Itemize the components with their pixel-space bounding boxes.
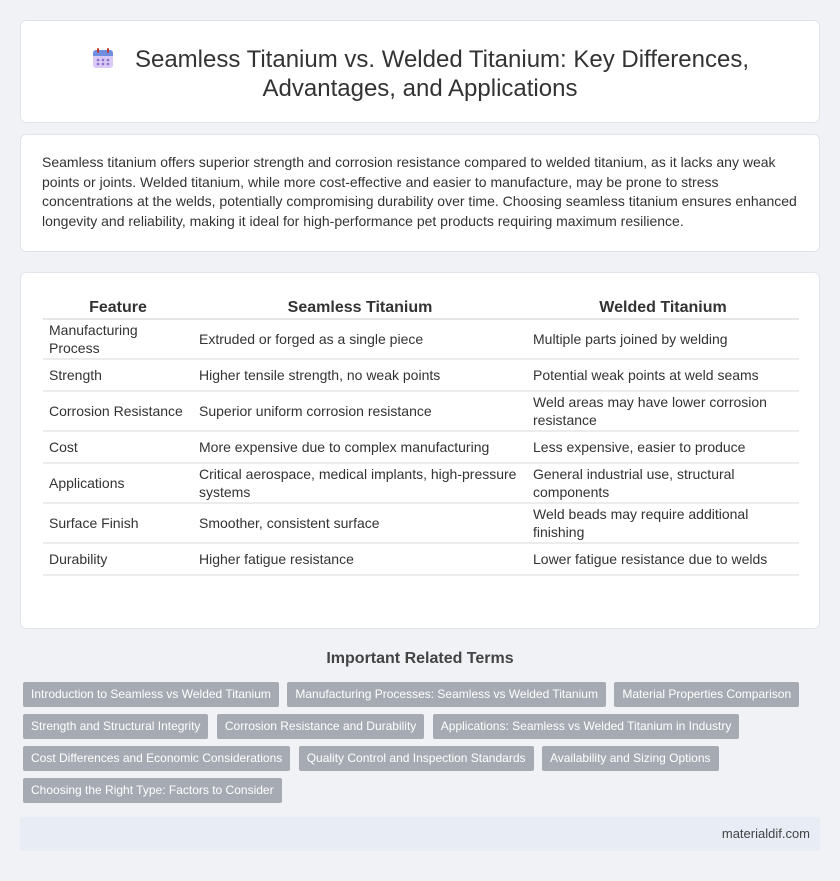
title-line-1: Seamless Titanium vs. Welded Titanium: Key Differences,: [134, 46, 750, 73]
table-cell-feature: Applications: [43, 463, 193, 503]
table-cell-seamless: Superior uniform corrosion resistance: [193, 391, 527, 431]
table-cell-seamless: Higher tensile strength, no weak points: [193, 359, 527, 391]
comparison-table: [43, 295, 799, 576]
table-cell-seamless: Critical aerospace, medical implants, high-pressure systems: [193, 463, 527, 503]
related-term-tag[interactable]: Manufacturing Processes: Seamless vs Welded Titanium: [287, 682, 606, 707]
header-welded: Welded Titanium: [527, 295, 799, 319]
table-cell-welded: Less expensive, easier to produce: [527, 431, 799, 463]
related-term-tag[interactable]: Applications: Seamless vs Welded Titanium in Industry: [433, 714, 740, 739]
table-row: [43, 319, 799, 359]
table-row: [43, 359, 799, 391]
calendar-icon: [91, 46, 115, 70]
table-row: [43, 543, 799, 575]
title-wrap: [21, 45, 819, 103]
title-line-2: Advantages, and Applications: [262, 75, 578, 102]
table-row: [43, 463, 799, 503]
table-cell-seamless: Higher fatigue resistance: [193, 543, 527, 575]
related-term-tag[interactable]: Availability and Sizing Options: [542, 746, 719, 771]
intro-card: [20, 134, 820, 252]
table-cell-welded: General industrial use, structural components: [527, 463, 799, 503]
comparison-table-card: [20, 272, 820, 629]
table-cell-welded: Weld areas may have lower corrosion resistance: [527, 391, 799, 431]
intro-paragraph: Seamless titanium offers superior strength and corrosion resistance compared to welded titanium, as it lacks any weak points or joints. Welded titanium, while more cost-effective and easier to manufacture, may be prone to stress concentrations at the welds, potentially compromising durability over time. Choosing seamless titanium ensures enhanced longevity and reliability, making it ideal for high-performance pet products requiring maximum resilience.: [42, 154, 797, 229]
related-term-tag[interactable]: Corrosion Resistance and Durability: [217, 714, 424, 739]
table-cell-feature: Strength: [43, 359, 193, 391]
related-term-tag[interactable]: Cost Differences and Economic Considerations: [23, 746, 290, 771]
page-title: [21, 45, 819, 103]
table-cell-seamless: More expensive due to complex manufacturing: [193, 431, 527, 463]
footer-site-link[interactable]: materialdif.com: [721, 826, 810, 841]
table-cell-welded: Weld beads may require additional finishing: [527, 503, 799, 543]
table-cell-feature: Surface Finish: [43, 503, 193, 543]
related-terms-heading: Important Related Terms: [326, 650, 514, 667]
header-feature: Feature: [43, 295, 193, 319]
header-seamless: Seamless Titanium: [193, 295, 527, 319]
related-term-tag[interactable]: Choosing the Right Type: Factors to Consider: [23, 778, 282, 803]
related-term-tag[interactable]: Material Properties Comparison: [614, 682, 799, 707]
related-terms-list: [23, 682, 823, 810]
footer: [20, 817, 820, 851]
table-cell-feature: Manufacturing Process: [43, 319, 193, 359]
table-cell-seamless: Extruded or forged as a single piece: [193, 319, 527, 359]
title-card: [20, 20, 820, 123]
table-cell-welded: Lower fatigue resistance due to welds: [527, 543, 799, 575]
table-row: [43, 391, 799, 431]
table-cell-feature: Cost: [43, 431, 193, 463]
related-term-tag[interactable]: Quality Control and Inspection Standards: [299, 746, 534, 771]
table-cell-feature: Corrosion Resistance: [43, 391, 193, 431]
table-cell-welded: Potential weak points at weld seams: [527, 359, 799, 391]
table-header-row: [43, 295, 799, 319]
related-term-tag[interactable]: Introduction to Seamless vs Welded Titanium: [23, 682, 279, 707]
table-cell-seamless: Smoother, consistent surface: [193, 503, 527, 543]
table-cell-welded: Multiple parts joined by welding: [527, 319, 799, 359]
table-row: [43, 503, 799, 543]
related-term-tag[interactable]: Strength and Structural Integrity: [23, 714, 208, 739]
table-row: [43, 431, 799, 463]
table-cell-feature: Durability: [43, 543, 193, 575]
